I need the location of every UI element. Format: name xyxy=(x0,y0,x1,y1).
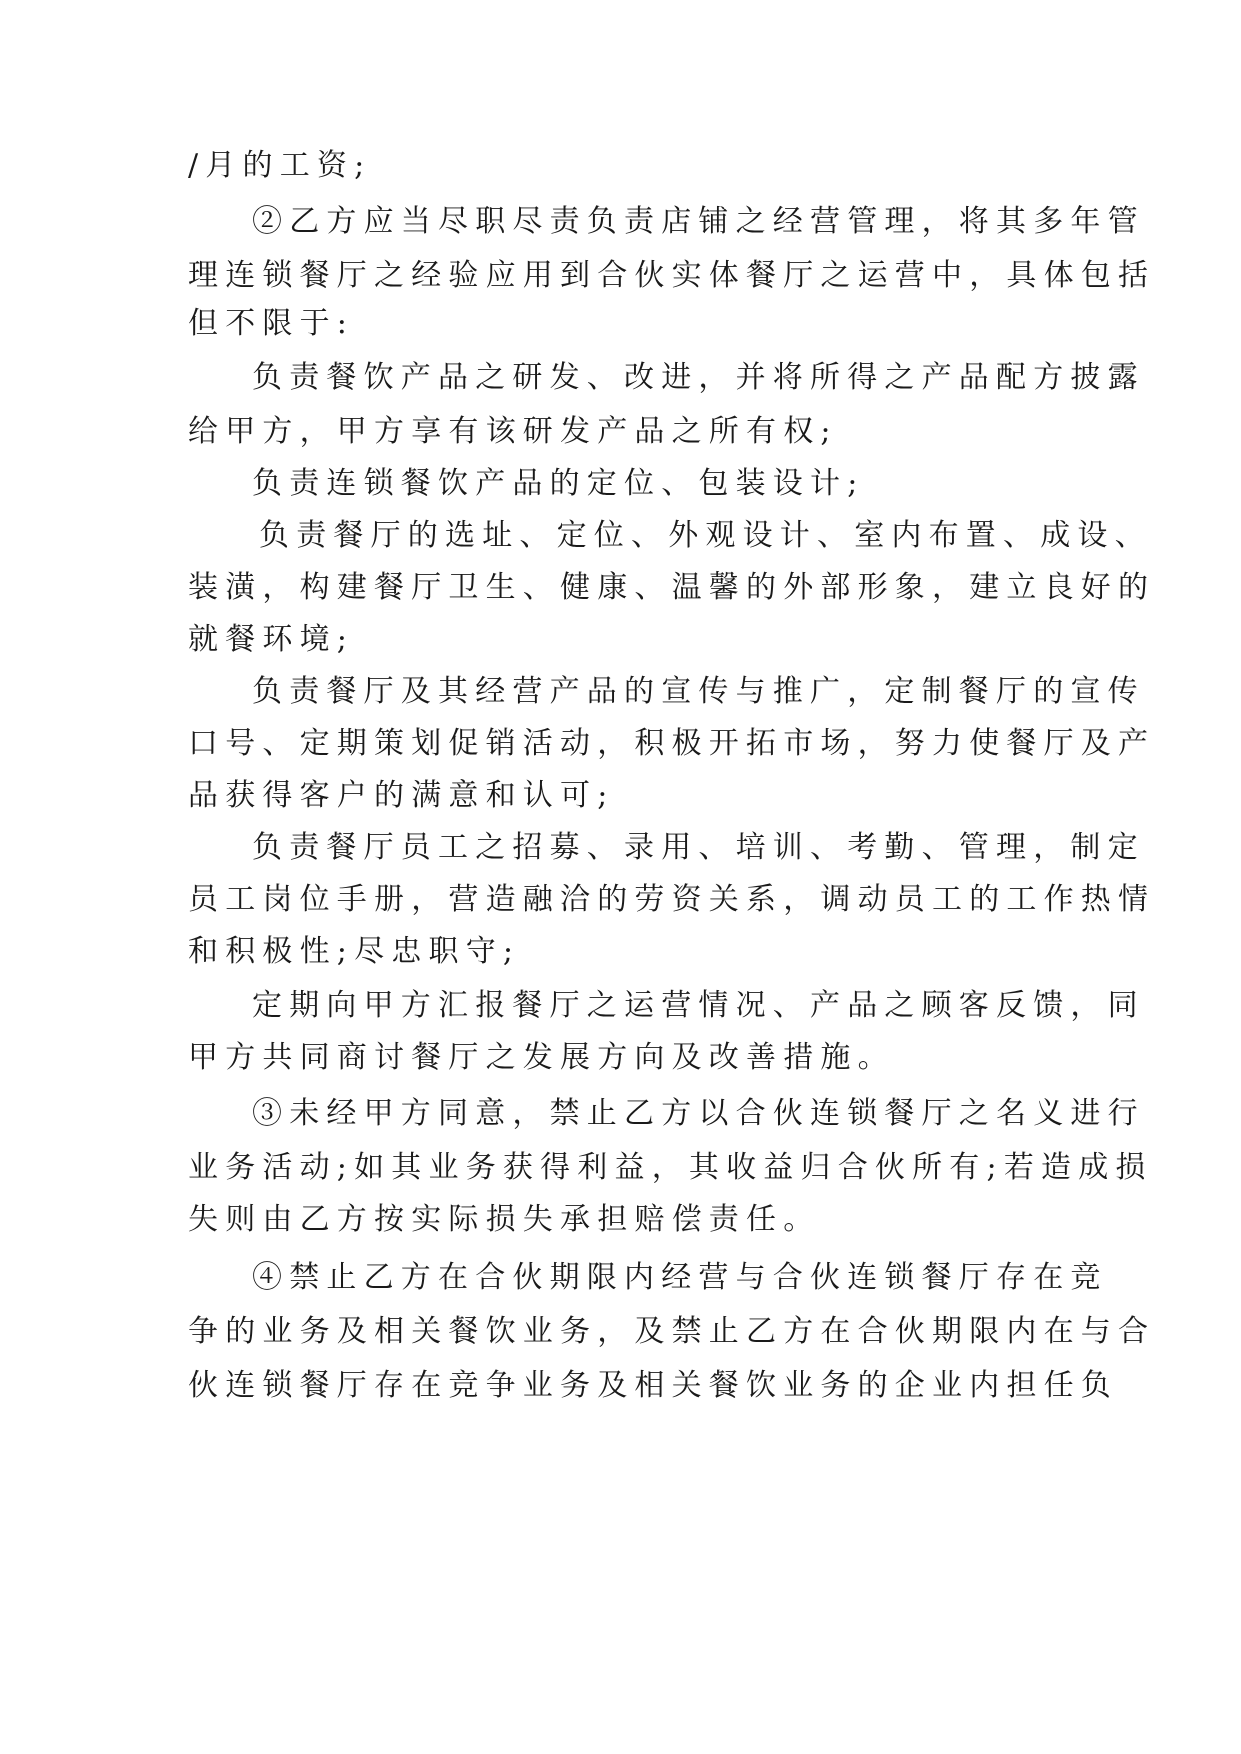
text-line: /月的工资; xyxy=(188,148,372,183)
text-line: 理连锁餐厅之经验应用到合伙实体餐厅之运营中，具体包括 xyxy=(188,258,1156,293)
text-line: 品获得客户的满意和认可; xyxy=(188,778,615,813)
text-line: 装潢，构建餐厅卫生、健康、温馨的外部形象，建立良好的 xyxy=(188,570,1156,605)
text-line: 给甲方，甲方享有该研发产品之所有权; xyxy=(188,414,838,449)
text-line: 负责餐厅及其经营产品的宣传与推广，定制餐厅的宣传 xyxy=(252,674,1145,709)
text-line: 员工岗位手册，营造融洽的劳资关系，调动员工的工作热情 xyxy=(188,882,1156,917)
text-line: 但不限于: xyxy=(188,306,355,341)
text-line: 和积极性;尽忠职守; xyxy=(188,934,521,969)
text-line: 定期向甲方汇报餐厅之运营情况、产品之顾客反馈，同 xyxy=(252,988,1145,1023)
paragraph-2-line: ②乙方应当尽职尽责负责店铺之经营管理，将其多年管 xyxy=(252,204,1145,239)
text-line: 甲方共同商讨餐厅之发展方向及改善措施。 xyxy=(188,1040,895,1075)
text-line: 负责餐厅员工之招募、录用、培训、考勤、管理，制定 xyxy=(252,830,1145,865)
text-line: 负责连锁餐饮产品的定位、包装设计; xyxy=(252,466,865,501)
text-line: 失则由乙方按实际损失承担赔偿责任。 xyxy=(188,1202,821,1237)
text-line: 就餐环境; xyxy=(188,622,355,657)
paragraph-4-line: ④禁止乙方在合伙期限内经营与合伙连锁餐厅存在竞 xyxy=(252,1260,1108,1295)
text-line: 负责餐厅的选址、定位、外观设计、室内布置、成设、 xyxy=(259,518,1152,553)
text-line: 负责餐饮产品之研发、改进，并将所得之产品配方披露 xyxy=(252,360,1145,395)
paragraph-3-line: ③未经甲方同意，禁止乙方以合伙连锁餐厅之名义进行 xyxy=(252,1096,1145,1131)
text-line: 业务活动;如其业务获得利益，其收益归合伙所有;若造成损 xyxy=(188,1150,1153,1185)
text-line: 口号、定期策划促销活动，积极开拓市场，努力使餐厅及产 xyxy=(188,726,1156,761)
text-line: 伙连锁餐厅存在竞争业务及相关餐饮业务的企业内担任负 xyxy=(188,1368,1118,1403)
text-line: 争的业务及相关餐饮业务，及禁止乙方在合伙期限内在与合 xyxy=(188,1314,1156,1349)
